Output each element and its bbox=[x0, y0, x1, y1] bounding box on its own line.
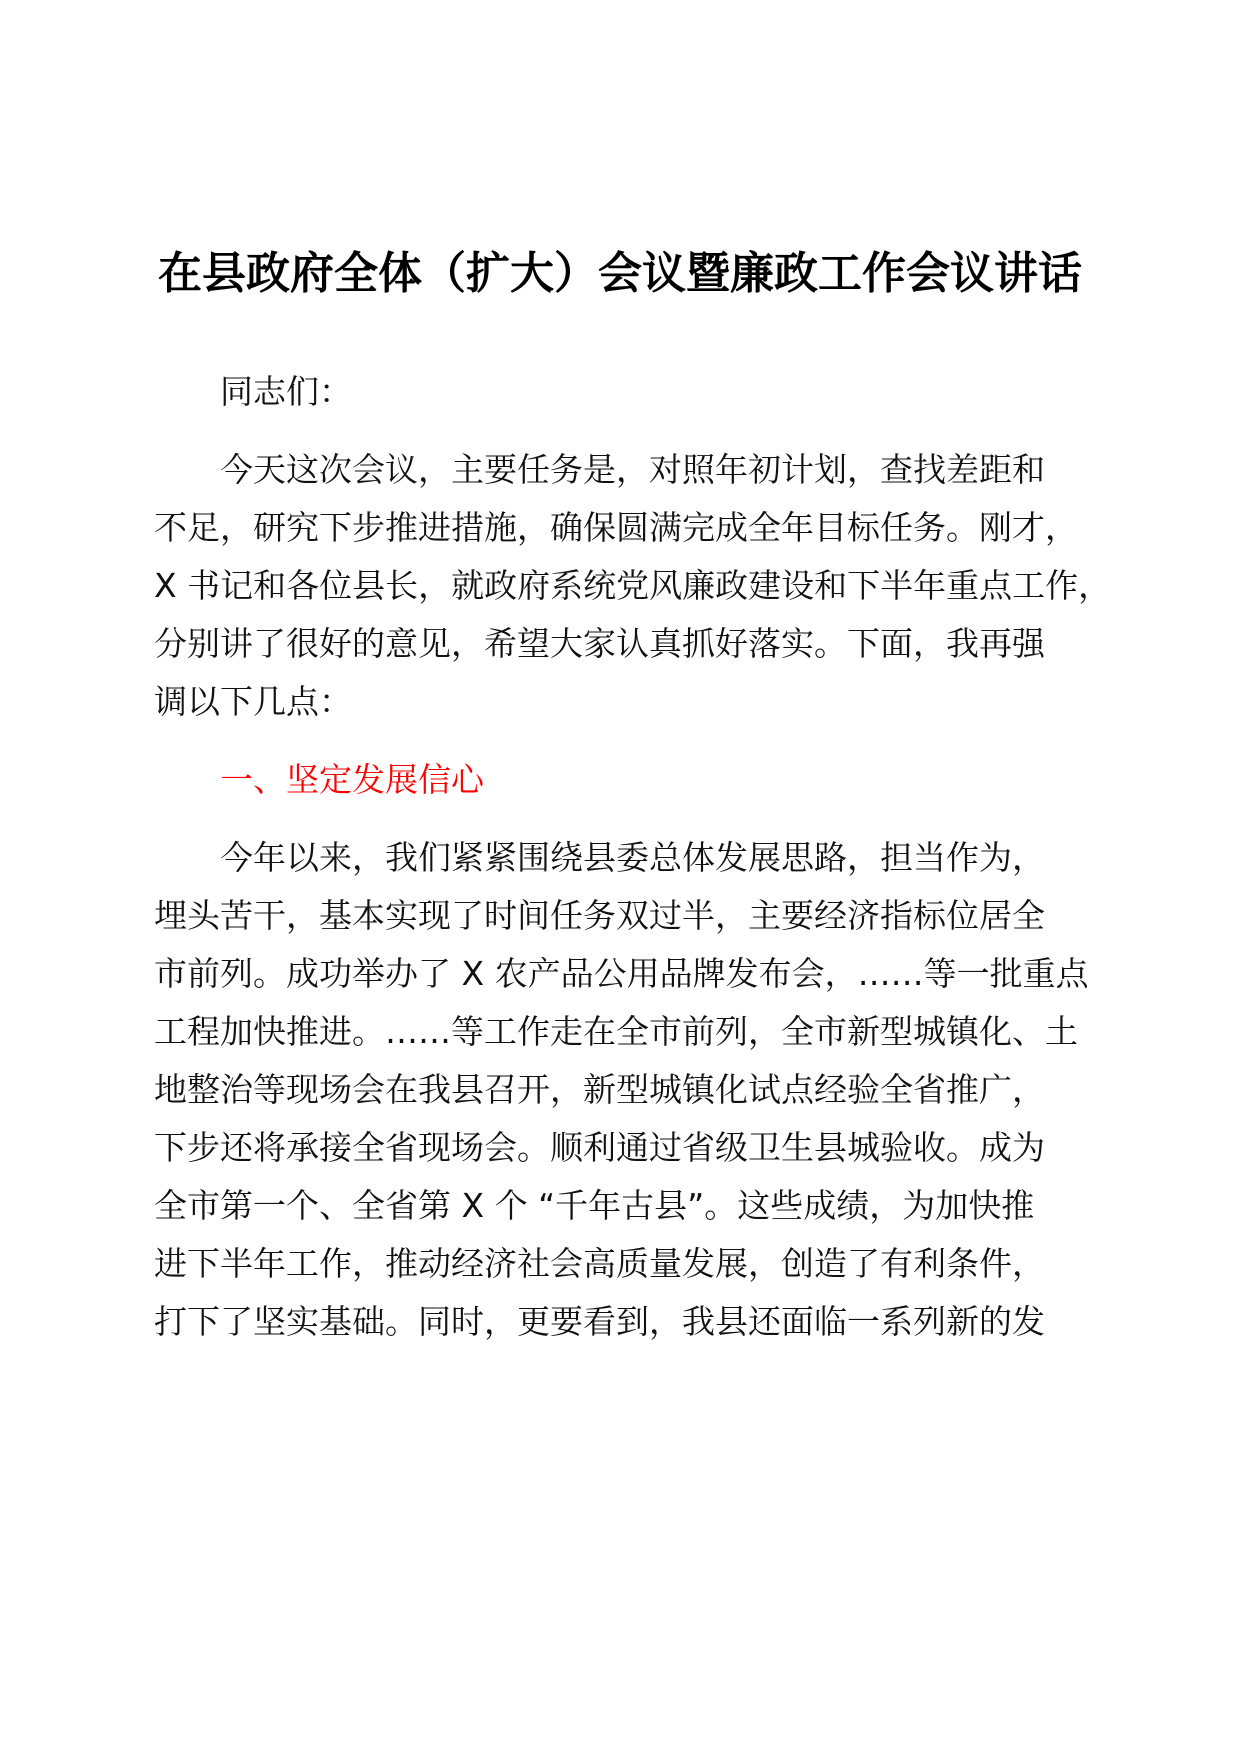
document-title: 在县政府全体（扩大）会议暨廉政工作会议讲话 bbox=[158, 248, 1082, 299]
paragraph-1-line: 今天这次会议，主要任务是，对照年初计划，查找差距和 bbox=[220, 450, 1045, 489]
paragraph-1-line: 调以下几点： bbox=[154, 682, 352, 721]
paragraph-2-line: 打下了坚实基础。同时，更要看到，我县还面临一系列新的发 bbox=[154, 1302, 1045, 1341]
paragraph-1-line: X 书记和各位县长，就政府系统党风廉政建设和下半年重点工作， bbox=[154, 566, 1112, 605]
greeting: 同志们： bbox=[220, 372, 352, 411]
paragraph-1-line: 不足，研究下步推进措施，确保圆满完成全年目标任务。刚才， bbox=[154, 508, 1078, 547]
paragraph-2-line: 埋头苦干，基本实现了时间任务双过半，主要经济指标位居全 bbox=[154, 896, 1045, 935]
paragraph-2-line: 下步还将承接全省现场会。顺利通过省级卫生县城验收。成为 bbox=[154, 1128, 1045, 1167]
paragraph-2-line: 市前列。成功举办了 X 农产品公用品牌发布会，……等一批重点 bbox=[154, 954, 1089, 993]
paragraph-2-line: 进下半年工作，推动经济社会高质量发展，创造了有利条件， bbox=[154, 1244, 1045, 1283]
paragraph-2-line: 地整治等现场会在我县召开，新型城镇化试点经验全省推广， bbox=[154, 1070, 1045, 1109]
paragraph-2-line: 工程加快推进。……等工作走在全市前列，全市新型城镇化、土 bbox=[154, 1012, 1078, 1051]
paragraph-2-line: 全市第一个、全省第 X 个 “千年古县”。这些成绩，为加快推 bbox=[154, 1186, 1035, 1225]
paragraph-2-line: 今年以来，我们紧紧围绕县委总体发展思路，担当作为， bbox=[220, 838, 1045, 877]
section-heading: 一、坚定发展信心 bbox=[220, 760, 484, 799]
paragraph-1-line: 分别讲了很好的意见，希望大家认真抓好落实。下面，我再强 bbox=[154, 624, 1045, 663]
